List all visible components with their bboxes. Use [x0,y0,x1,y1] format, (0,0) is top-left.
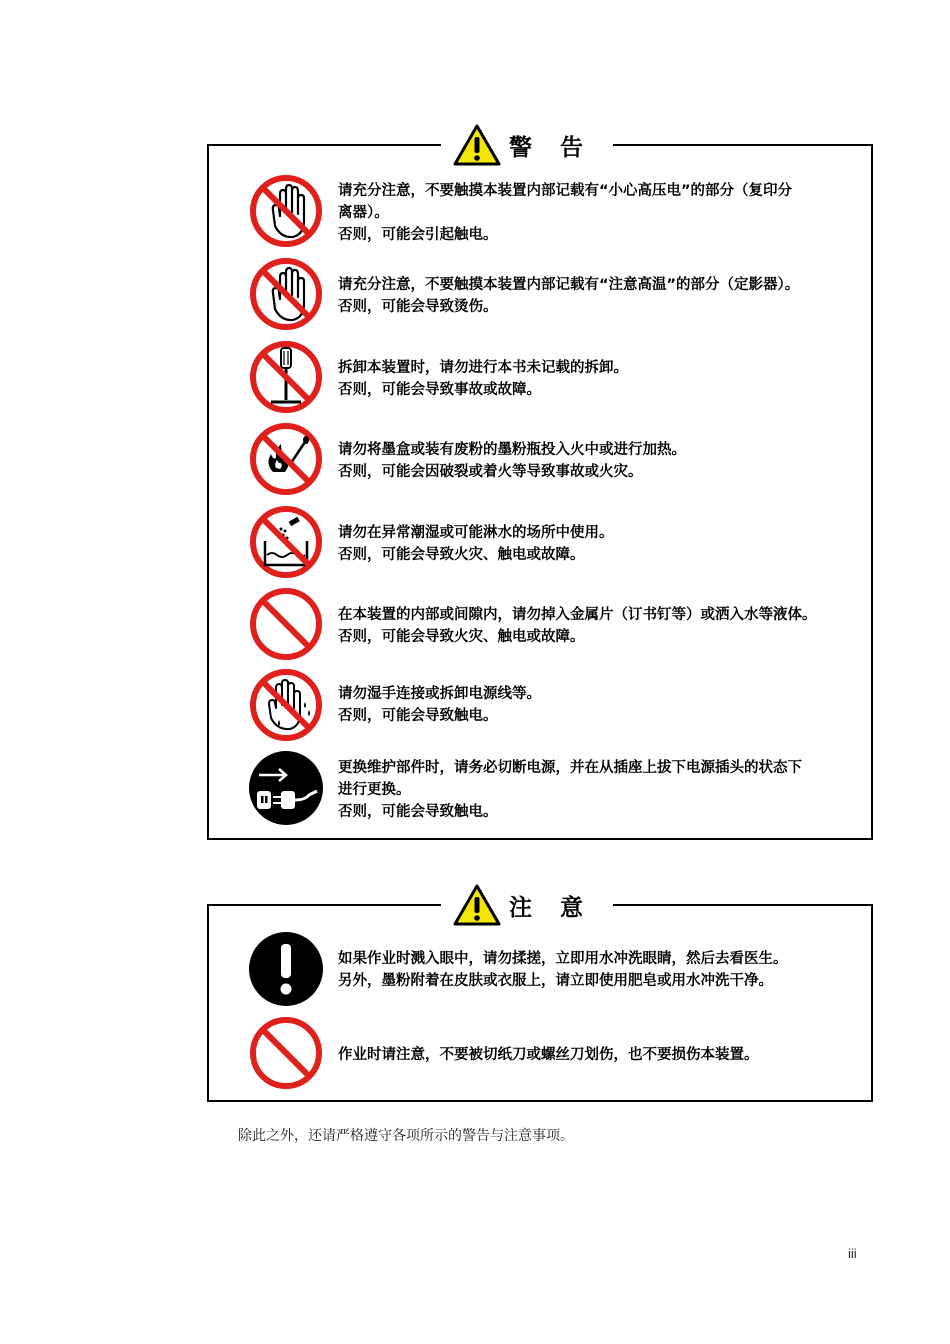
no-touch-hand-icon [249,257,323,331]
warning-header [441,120,613,170]
warning-triangle-icon [453,883,501,927]
caution-title: 注 意 [509,894,594,921]
text-line: 否则，可能会导致火灾、触电或故障。 [338,547,585,563]
footer-note: 除此之外，还请严格遵守各项所示的警告与注意事项。 [238,1128,574,1144]
text-line: 否则，可能会因破裂或着火等导致事故或火灾。 [338,464,643,480]
warning-text [338,757,857,823]
text-line: 在本装置的内部或间隙内，请勿掉入金属片（订书钉等）或洒入水等液体。 [338,607,817,623]
text-line: 请充分注意，不要触摸本装置内部记载有“注意高温”的部分（定影器）。 [338,277,800,293]
text-line: 否则，可能会导致触电。 [338,708,498,724]
text-line: 请勿在异常潮湿或可能淋水的场所中使用。 [338,525,614,541]
warning-text [338,683,857,727]
text-line: 请充分注意，不要触摸本装置内部记载有“小心高压电”的部分（复印分 [338,183,793,199]
text-line: 离器）。 [338,205,389,221]
text-line: 请勿将墨盒或装有废粉的墨粉瓶投入火中或进行加热。 [338,442,686,458]
prohibition-icon [249,1016,323,1090]
warning-text [338,522,857,566]
warning-text [338,439,857,483]
warning-text [338,274,857,318]
warning-text [338,604,857,648]
prohibition-icon [249,587,323,661]
no-wet-hands-icon [249,668,323,742]
text-line: 否则，可能会导致火灾、触电或故障。 [338,629,585,645]
caution-text [338,948,857,992]
text-line: 否则，可能会导致烫伤。 [338,299,498,315]
no-disassembly-icon [249,340,323,414]
text-line: 否则，可能会导致触电。 [338,804,498,820]
text-line: 否则，可能会导致事故或故障。 [338,382,541,398]
no-wet-place-icon [249,505,323,579]
text-line: 更换维护部件时，请务必切断电源，并在从插座上拔下电源插头的状态下 [338,760,802,776]
text-line: 拆卸本装置时，请勿进行本书未记载的拆卸。 [338,360,628,376]
unplug-icon [249,751,323,825]
warning-triangle-icon [453,123,501,167]
caution-text [338,1044,857,1066]
text-line: 另外，墨粉附着在皮肤或衣服上，请立即使用肥皂或用水冲洗干净。 [338,973,773,989]
no-touch-hand-icon [249,174,323,248]
text-line: 否则，可能会引起触电。 [338,227,498,243]
text-line: 作业时请注意，不要被切纸刀或螺丝刀划伤，也不要损伤本装置。 [338,1047,759,1063]
text-line: 请勿湿手连接或拆卸电源线等。 [338,686,541,702]
no-fire-icon [249,422,323,496]
text-line: 如果作业时溅入眼中，请勿揉搓，立即用水冲洗眼睛，然后去看医生。 [338,951,788,967]
warning-text [338,357,857,401]
page-number: iii [848,1246,857,1261]
caution-box [207,894,873,1102]
warning-box [207,134,873,840]
mandatory-exclamation-icon [249,932,323,1006]
warning-text [338,180,857,246]
text-line: 进行更换。 [338,782,411,798]
warning-title: 警 告 [509,134,594,161]
caution-header [441,880,613,930]
